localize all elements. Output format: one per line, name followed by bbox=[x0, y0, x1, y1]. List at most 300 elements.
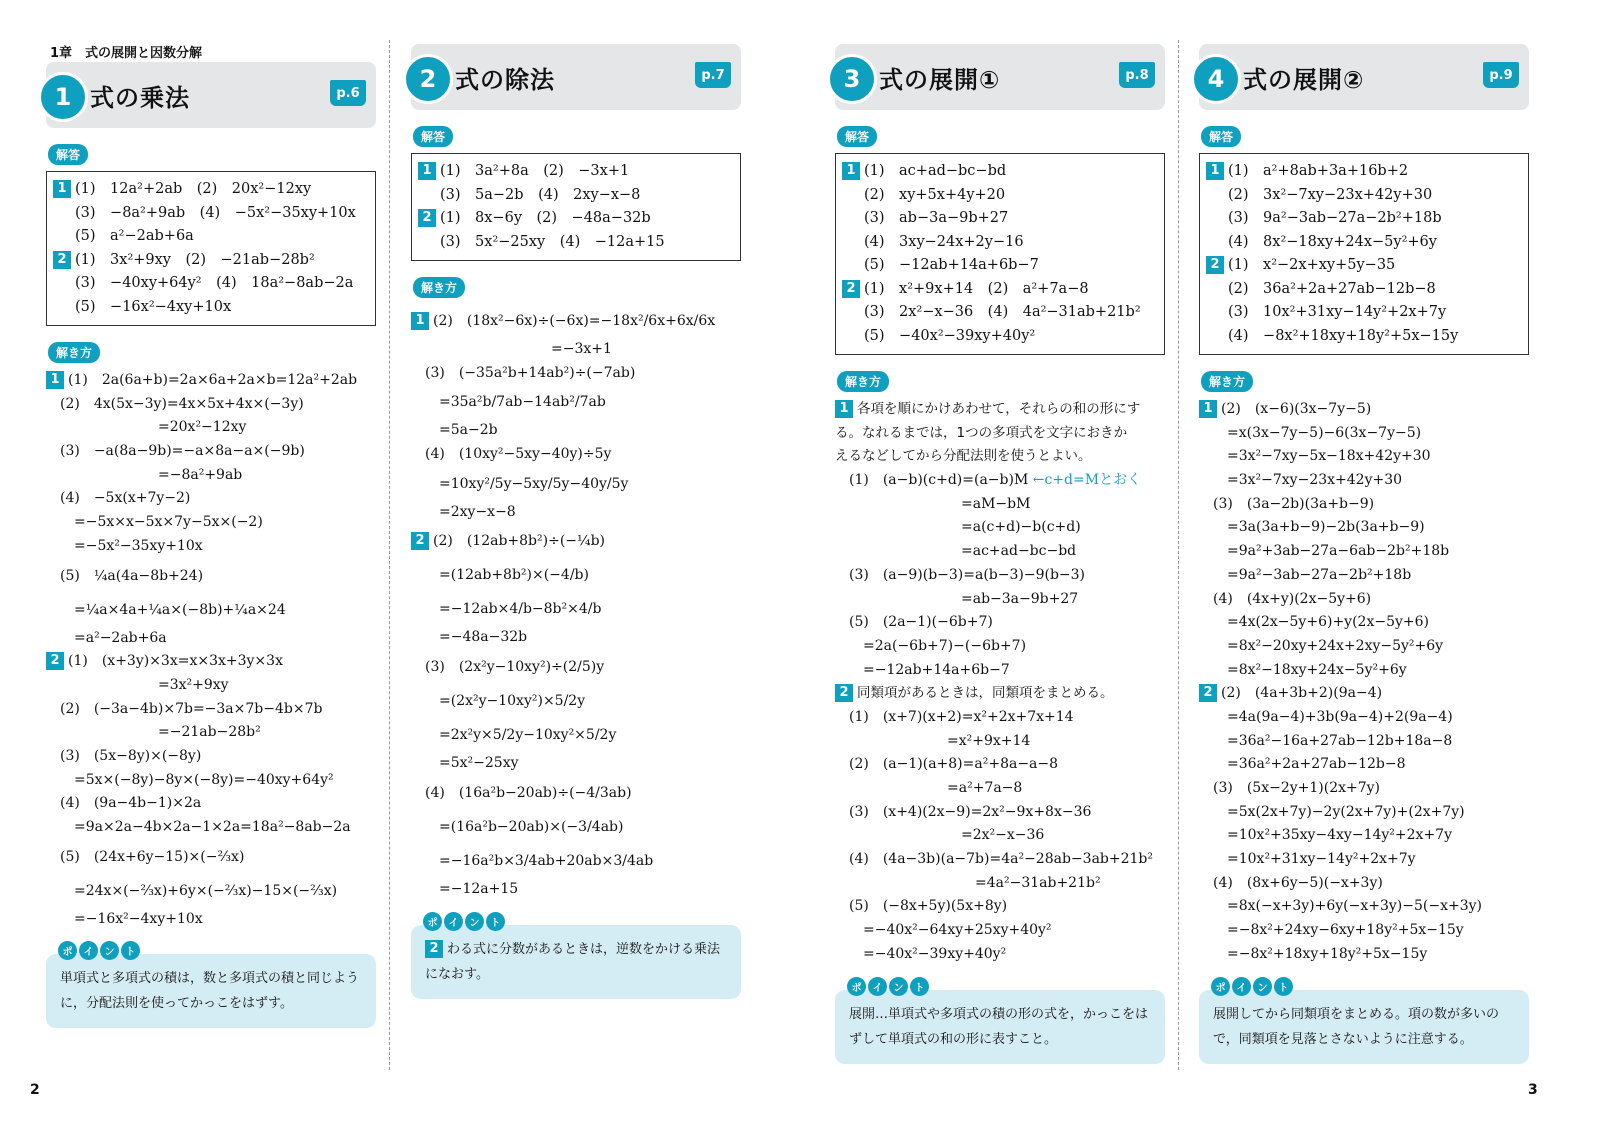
solution-line bbox=[835, 445, 1165, 469]
solution-line bbox=[835, 635, 1165, 659]
problem-number-badge: 1 bbox=[418, 162, 436, 180]
answer-row bbox=[842, 254, 1154, 278]
answer-row bbox=[1206, 184, 1518, 208]
solution-text: =3x²−7xy−5x−18x+42y+30 bbox=[1199, 448, 1431, 465]
answer-text: (2) xy+5x+4y+20 bbox=[864, 186, 1006, 203]
section-header bbox=[46, 62, 376, 128]
point-text: わる式に分数があるときは，逆数をかける乗法になおす。 bbox=[425, 941, 721, 982]
section-4 bbox=[1199, 44, 1529, 1064]
point-box bbox=[46, 954, 376, 1028]
solution-text: (2) (12ab+8b²)÷(−¼b) bbox=[433, 533, 606, 550]
solution-line bbox=[835, 730, 1165, 754]
answer-row bbox=[1206, 207, 1518, 231]
solution-text: =5x(2x+7y)−2y(2x+7y)+(2x+7y) bbox=[1199, 803, 1465, 820]
solution-text: =x(3x−7y−5)−6(3x−7y−5) bbox=[1199, 424, 1422, 441]
solution-line bbox=[835, 493, 1165, 517]
solution-line bbox=[835, 659, 1165, 683]
solution-line bbox=[411, 718, 741, 752]
point-logo-char: ン bbox=[465, 912, 484, 931]
point-logo-char: イ bbox=[444, 912, 463, 931]
solution-text: えるなどしてから分配法則を使うとよい。 bbox=[835, 448, 1092, 465]
solution-text: =−21ab−28b² bbox=[46, 724, 261, 741]
solution-text: =−5x×x−5x×7y−5x×(−2) bbox=[46, 514, 263, 531]
answer-row bbox=[842, 301, 1154, 325]
problem-number-badge: 1 bbox=[842, 162, 860, 180]
solution-text: =−16x²−4xy+10x bbox=[46, 910, 203, 927]
solution-line bbox=[46, 440, 376, 464]
solution-line bbox=[835, 422, 1165, 446]
solution-text: (1) (x+3y)×3x=x×3x+3y×3x bbox=[68, 653, 283, 670]
page-number-right: 3 bbox=[1528, 1082, 1538, 1098]
solution-text: =20x²−12xy bbox=[46, 419, 247, 436]
point-logo-char: イ bbox=[868, 977, 887, 996]
solution-text: (1) 2a(6a+b)=2a×6a+2a×b=12a²+2ab bbox=[68, 372, 358, 388]
answer-row bbox=[1206, 231, 1518, 255]
answer-text: (1) x²−2x+xy+5y−35 bbox=[1228, 257, 1396, 273]
solution-line bbox=[835, 895, 1165, 919]
solution-line bbox=[411, 878, 741, 902]
answer-row bbox=[53, 272, 365, 296]
solution-text: =−8x²+24xy−6xy+18y²+5x−15y bbox=[1199, 922, 1464, 939]
solution-text: =x²+9x+14 bbox=[835, 732, 1031, 749]
solution-line bbox=[46, 511, 376, 535]
answer-label: 解答 bbox=[837, 126, 877, 147]
solution-text: (1) (a−b)(c+d)=(a−b)M bbox=[835, 472, 1029, 489]
answer-row bbox=[842, 184, 1154, 208]
problem-number-badge: 2 bbox=[1199, 684, 1217, 702]
solution-line bbox=[411, 650, 741, 684]
answer-box bbox=[46, 171, 376, 326]
solution-text: =(2x²y−10xy²)×5/2y bbox=[411, 693, 586, 710]
solution-text: =2x²y×5/2y−10xy²×5/2y bbox=[411, 727, 617, 744]
solution-line bbox=[835, 919, 1165, 943]
answer-text: (1) ac+ad−bc−bd bbox=[864, 163, 1007, 179]
answer-row bbox=[53, 225, 365, 249]
solution-line bbox=[1199, 895, 1529, 919]
method-label: 解き方 bbox=[1201, 371, 1253, 392]
point-logo-char: ポ bbox=[58, 941, 77, 960]
answer-row bbox=[418, 184, 730, 208]
solution-text: (4) (16a²b−20ab)÷(−4/3ab) bbox=[411, 784, 632, 801]
answer-text: (1) a²+8ab+3a+16b+2 bbox=[1228, 163, 1409, 179]
solution-text: =ac+ad−bc−bd bbox=[835, 543, 1077, 560]
answer-text: (3) 9a²−3ab−27a−2b²+18b bbox=[1228, 210, 1442, 226]
solution-line bbox=[1199, 919, 1529, 943]
solution-line bbox=[46, 721, 376, 745]
solution-text: =(16a²b−20ab)×(−3/4ab) bbox=[411, 818, 624, 835]
solution-line bbox=[411, 385, 741, 419]
point-logo-char: ポ bbox=[1211, 977, 1230, 996]
solution-line bbox=[46, 464, 376, 488]
solution-line bbox=[411, 752, 741, 776]
point-box bbox=[1199, 990, 1529, 1064]
method-label: 解き方 bbox=[48, 342, 100, 363]
solution-line bbox=[411, 419, 741, 443]
solution-line bbox=[835, 706, 1165, 730]
solution-line bbox=[835, 848, 1165, 872]
solution-text: =−40x²−39xy+40y² bbox=[835, 945, 1007, 962]
solution-line bbox=[835, 398, 1165, 422]
answer-row bbox=[1206, 301, 1518, 325]
solution-line bbox=[46, 769, 376, 793]
answer-text: (4) 3xy−24x+2y−16 bbox=[864, 233, 1024, 250]
section-header bbox=[835, 44, 1165, 110]
solution-text: (3) (5x−8y)×(−8y) bbox=[46, 747, 202, 764]
problem-number-badge: 2 bbox=[418, 209, 436, 227]
solution-text: (2) (−3a−4b)×7b=−3a×7b−4b×7b bbox=[46, 700, 323, 717]
solution-text: =10xy²/5y−5xy/5y−40y/5y bbox=[411, 475, 629, 492]
solution-text: =−3x+1 bbox=[411, 341, 612, 357]
answer-text: (3) −40xy+64y² (4) 18a²−8ab−2a bbox=[75, 275, 354, 291]
section-header bbox=[1199, 44, 1529, 110]
solution-text: =10x²+31xy−14y²+2x+7y bbox=[1199, 851, 1416, 868]
solution-text: (3) (5x−2y+1)(2x+7y) bbox=[1199, 780, 1381, 796]
answer-row bbox=[842, 325, 1154, 349]
problem-number-badge: 1 bbox=[53, 180, 71, 198]
solution-line bbox=[835, 516, 1165, 540]
answer-row bbox=[418, 207, 730, 231]
solution-text: (2) 4x(5x−3y)=4x×5x+4x×(−3y) bbox=[46, 395, 304, 412]
answer-text: (1) x²+9x+14 (2) a²+7a−8 bbox=[864, 280, 1089, 297]
solution-line bbox=[411, 501, 741, 525]
solution-line bbox=[411, 443, 741, 467]
answer-text: (1) 3a²+8a (2) −3x+1 bbox=[440, 163, 630, 179]
solution-text: =2a(−6b+7)−(−6b+7) bbox=[835, 637, 1027, 654]
page-number-left: 2 bbox=[30, 1082, 40, 1098]
solution-line bbox=[1199, 398, 1529, 422]
solution-line bbox=[411, 810, 741, 844]
answer-row bbox=[842, 160, 1154, 184]
point-logo-char: イ bbox=[1232, 977, 1251, 996]
solution-line bbox=[1199, 730, 1529, 754]
solution-text: (5) (24x+6y−15)×(−⅔x) bbox=[46, 848, 245, 865]
solution-text: =−16a²b×3/4ab+20ab×3/4ab bbox=[411, 852, 654, 869]
solution-line bbox=[46, 840, 376, 874]
solution-text: =−8x²+18xy+18y²+5x−15y bbox=[1199, 945, 1428, 962]
solution-text: (2) (4a+3b+2)(9a−4) bbox=[1221, 685, 1383, 702]
solution-line bbox=[411, 776, 741, 810]
solution-text: =3a(3a+b−9)−2b(3a+b−9) bbox=[1199, 519, 1425, 536]
section-number-badge: 3 bbox=[827, 54, 877, 104]
solution-text: =¼a×4a+¼a×(−8b)+¼a×24 bbox=[46, 601, 286, 618]
solution-line bbox=[1199, 943, 1529, 967]
solution-line bbox=[1199, 682, 1529, 706]
solution-line bbox=[46, 816, 376, 840]
problem-number-badge: 1 bbox=[835, 400, 853, 418]
answer-row bbox=[418, 231, 730, 255]
answer-row bbox=[1206, 278, 1518, 302]
solution-line bbox=[411, 558, 741, 592]
solution-line bbox=[411, 684, 741, 718]
solution-text: =8x(−x+3y)+6y(−x+3y)−5(−x+3y) bbox=[1199, 898, 1483, 915]
problem-number-badge: 1 bbox=[411, 312, 429, 330]
answer-row bbox=[53, 249, 365, 273]
solution-text: =3x²−7xy−23x+42y+30 bbox=[1199, 472, 1403, 489]
point-logo-char: ポ bbox=[847, 977, 866, 996]
solution-line bbox=[1199, 445, 1529, 469]
answer-text: (4) −8x²+18xy+18y²+5x−15y bbox=[1228, 327, 1459, 344]
point-box bbox=[411, 925, 741, 999]
chapter-heading: 1章 式の展開と因数分解 bbox=[50, 46, 203, 61]
problem-number-badge: 2 bbox=[411, 532, 429, 550]
answer-box bbox=[411, 153, 741, 261]
page-ref-badge: p.8 bbox=[1119, 62, 1155, 88]
answer-row bbox=[1206, 325, 1518, 349]
solution-line bbox=[46, 874, 376, 908]
solution-line bbox=[46, 559, 376, 593]
solution-line bbox=[46, 745, 376, 769]
solution-steps bbox=[1199, 398, 1529, 967]
solution-line bbox=[835, 943, 1165, 967]
solution-text: =24x×(−⅔x)+6y×(−⅔x)−15×(−⅔x) bbox=[46, 882, 338, 899]
solution-line bbox=[1199, 516, 1529, 540]
solution-text: =−12ab+14a+6b−7 bbox=[835, 661, 1010, 678]
solution-line bbox=[46, 627, 376, 651]
solution-text: =a(c+d)−b(c+d) bbox=[835, 519, 1081, 536]
answer-label: 解答 bbox=[413, 126, 453, 147]
solution-text: =36a²+2a+27ab−12b−8 bbox=[1199, 756, 1406, 773]
point-logo-char: イ bbox=[79, 941, 98, 960]
point-logo-char: ト bbox=[486, 912, 505, 931]
solution-line bbox=[411, 362, 741, 386]
section-title: 式の乗法 bbox=[90, 84, 190, 112]
point-logo-char: ン bbox=[1253, 977, 1272, 996]
solution-line bbox=[835, 540, 1165, 564]
solution-text: =a²+7a−8 bbox=[835, 780, 1023, 796]
solution-text: る。なれるまでは，1つの多項式を文字におきか bbox=[835, 424, 1128, 441]
answer-text: (1) 3x²+9xy (2) −21ab−28b² bbox=[75, 251, 315, 268]
solution-text: (4) (9a−4b−1)×2a bbox=[46, 795, 202, 812]
solution-text: =−48a−32b bbox=[411, 629, 528, 646]
solution-text: (3) (x+4)(2x−9)=2x²−9x+8x−36 bbox=[835, 803, 1092, 820]
solution-text: =−40x²−64xy+25xy+40y² bbox=[835, 922, 1052, 939]
solution-text: =10x²+35xy−4xy−14y²+2x+7y bbox=[1199, 827, 1452, 844]
solution-line bbox=[411, 338, 741, 362]
solution-line bbox=[1199, 801, 1529, 825]
problem-number-badge: 1 bbox=[46, 371, 64, 389]
solution-line bbox=[46, 416, 376, 440]
solution-line bbox=[1199, 493, 1529, 517]
section-title: 式の除法 bbox=[455, 66, 555, 94]
answer-row bbox=[53, 296, 365, 320]
section-title: 式の展開② bbox=[1243, 66, 1365, 94]
solution-line bbox=[1199, 753, 1529, 777]
section-header bbox=[411, 44, 741, 110]
point-logo-char: ト bbox=[121, 941, 140, 960]
solution-text: =35a²b/7ab−14ab²/7ab bbox=[411, 394, 606, 411]
problem-number-badge: 1 bbox=[1206, 162, 1224, 180]
section-number-badge: 1 bbox=[38, 72, 88, 122]
solution-line bbox=[1199, 659, 1529, 683]
answer-text: (3) 10x²+31xy−14y²+2x+7y bbox=[1228, 304, 1447, 320]
answer-label: 解答 bbox=[48, 144, 88, 165]
solution-line bbox=[1199, 706, 1529, 730]
solution-text: =5x×(−8y)−8y×(−8y)=−40xy+64y² bbox=[46, 771, 334, 788]
method-label: 解き方 bbox=[413, 277, 465, 298]
solution-line bbox=[46, 792, 376, 816]
solution-line bbox=[46, 535, 376, 559]
solution-text: =4x(2x−5y+6)+y(2x−5y+6) bbox=[1199, 614, 1429, 631]
solution-text: =9a²+3ab−27a−6ab−2b²+18b bbox=[1199, 543, 1450, 560]
solution-text: =a²−2ab+6a bbox=[46, 629, 167, 646]
section-title: 式の展開① bbox=[879, 66, 1001, 94]
solution-text: (2) (a−1)(a+8)=a²+8a−a−8 bbox=[835, 756, 1059, 773]
problem-number-badge: 2 bbox=[1206, 256, 1224, 274]
solution-text: =−5x²−35xy+10x bbox=[46, 537, 203, 554]
solution-line bbox=[835, 801, 1165, 825]
solution-line bbox=[1199, 588, 1529, 612]
solution-text: (4) (4a−3b)(a−7b)=4a²−28ab−3ab+21b² bbox=[835, 851, 1153, 868]
solution-text: (4) (8x+6y−5)(−x+3y) bbox=[1199, 874, 1383, 891]
solution-line bbox=[46, 393, 376, 417]
answer-text: (5) a²−2ab+6a bbox=[75, 228, 194, 244]
solution-text: =−12ab×4/b−8b²×4/b bbox=[411, 601, 602, 618]
solution-line bbox=[1199, 469, 1529, 493]
section-1 bbox=[46, 62, 376, 1028]
answer-row bbox=[842, 207, 1154, 231]
solution-text: (1) (x+7)(x+2)=x²+2x+7x+14 bbox=[835, 708, 1074, 725]
answer-label: 解答 bbox=[1201, 126, 1241, 147]
solution-line bbox=[1199, 564, 1529, 588]
solution-text: =2x²−x−36 bbox=[835, 827, 1045, 844]
column-divider bbox=[389, 40, 390, 1070]
problem-number-badge: 1 bbox=[1199, 400, 1217, 418]
solution-text: (4) (4x+y)(2x−5y+6) bbox=[1199, 590, 1372, 607]
solution-text: (3) (2x²y−10xy²)÷(2/5)y bbox=[411, 659, 605, 676]
method-label: 解き方 bbox=[837, 371, 889, 392]
solution-line bbox=[46, 369, 376, 393]
page-ref-badge: p.7 bbox=[695, 62, 731, 88]
solution-steps bbox=[411, 304, 741, 902]
solution-line bbox=[411, 844, 741, 878]
answer-row bbox=[1206, 254, 1518, 278]
solution-line bbox=[1199, 611, 1529, 635]
solution-text: =9a×2a−4b×2a−1×2a=18a²−8ab−2a bbox=[46, 819, 351, 835]
solution-text: (3) (3a−2b)(3a+b−9) bbox=[1199, 495, 1375, 512]
problem-number-badge: 2 bbox=[53, 251, 71, 269]
problem-number-badge: 2 bbox=[46, 652, 64, 670]
answer-text: (5) −16x²−4xy+10x bbox=[75, 298, 232, 315]
solution-text: =8x²−18xy+24x−5y²+6y bbox=[1199, 661, 1407, 678]
answer-row bbox=[53, 202, 365, 226]
solution-text: =5a−2b bbox=[411, 422, 498, 439]
solution-text: (2) (x−6)(3x−7y−5) bbox=[1221, 401, 1372, 417]
solution-line bbox=[835, 682, 1165, 706]
solution-text: =(12ab+8b²)×(−4/b) bbox=[411, 567, 589, 584]
solution-line bbox=[46, 487, 376, 511]
solution-text: (4) −5x(x+7y−2) bbox=[46, 490, 191, 507]
solution-line bbox=[835, 469, 1165, 493]
solution-line bbox=[46, 593, 376, 627]
solution-line bbox=[835, 588, 1165, 612]
solution-text: (4) (10xy²−5xy−40y)÷5y bbox=[411, 446, 612, 463]
solution-text: (3) (−35a²b+14ab²)÷(−7ab) bbox=[411, 364, 636, 381]
section-number-badge: 2 bbox=[403, 54, 453, 104]
answer-text: (3) 2x²−x−36 (4) 4a²−31ab+21b² bbox=[864, 304, 1141, 320]
solution-line bbox=[835, 753, 1165, 777]
solution-text: 同類項があるときは，同類項をまとめる。 bbox=[857, 685, 1114, 702]
solution-text: =2xy−x−8 bbox=[411, 503, 516, 520]
answer-text: (3) 5a−2b (4) 2xy−x−8 bbox=[440, 186, 641, 203]
problem-number-badge: 2 bbox=[842, 280, 860, 298]
solution-text: (3) (a−9)(b−3)=a(b−3)−9(b−3) bbox=[835, 566, 1086, 583]
solution-line bbox=[411, 626, 741, 650]
solution-line bbox=[835, 872, 1165, 896]
answer-text: (1) 8x−6y (2) −48a−32b bbox=[440, 210, 651, 226]
solution-text: (3) −a(8a−9b)=−a×8a−a×(−9b) bbox=[46, 443, 305, 460]
column-divider bbox=[1178, 40, 1179, 1070]
solution-steps bbox=[835, 398, 1165, 967]
point-logo-char: ン bbox=[100, 941, 119, 960]
page-ref-badge: p.6 bbox=[330, 80, 366, 106]
answer-text: (3) ab−3a−9b+27 bbox=[864, 210, 1009, 226]
solution-line bbox=[835, 777, 1165, 801]
answer-text: (4) 8x²−18xy+24x−5y²+6y bbox=[1228, 233, 1437, 250]
solution-line bbox=[411, 524, 741, 558]
point-text: 展開…単項式や多項式の積の形の式を，かっこをはずして単項式の和の形に表すこと。 bbox=[849, 1006, 1149, 1047]
solution-line bbox=[1199, 777, 1529, 801]
page-ref-badge: p.9 bbox=[1483, 62, 1519, 88]
solution-line bbox=[1199, 872, 1529, 896]
solution-line bbox=[411, 467, 741, 501]
solution-line bbox=[835, 611, 1165, 635]
solution-text: =−12a+15 bbox=[411, 880, 519, 897]
solution-text: =3x²+9xy bbox=[46, 676, 229, 693]
section-number-badge: 4 bbox=[1191, 54, 1241, 104]
solution-line bbox=[835, 824, 1165, 848]
solution-line bbox=[1199, 824, 1529, 848]
answer-text: (3) −8a²+9ab (4) −5x²−35xy+10x bbox=[75, 204, 356, 221]
solution-line bbox=[46, 650, 376, 674]
answer-row bbox=[418, 160, 730, 184]
point-logo-char: ト bbox=[910, 977, 929, 996]
solution-text: =aM−bM bbox=[835, 495, 1031, 512]
solution-text: (2) (18x²−6x)÷(−6x)=−18x²/6x+6x/6x bbox=[433, 313, 716, 329]
problem-number-badge: 2 bbox=[425, 940, 443, 958]
answer-row bbox=[842, 278, 1154, 302]
answer-text: (2) 36a²+2a+27ab−12b−8 bbox=[1228, 280, 1436, 297]
answer-text: (2) 3x²−7xy−23x+42y+30 bbox=[1228, 186, 1433, 203]
point-logo-char: ン bbox=[889, 977, 908, 996]
solution-line bbox=[1199, 422, 1529, 446]
answer-text: (1) 12a²+2ab (2) 20x²−12xy bbox=[75, 181, 312, 197]
answer-text: (3) 5x²−25xy (4) −12a+15 bbox=[440, 233, 665, 250]
solution-line bbox=[835, 564, 1165, 588]
solution-text: =36a²−16a+27ab−12b+18a−8 bbox=[1199, 732, 1453, 749]
solution-line bbox=[46, 698, 376, 722]
section-3 bbox=[835, 44, 1165, 1064]
solution-line bbox=[411, 592, 741, 626]
point-logo-char: ポ bbox=[423, 912, 442, 931]
solution-line bbox=[411, 304, 741, 338]
solution-line bbox=[46, 674, 376, 698]
solution-text: =4a²−31ab+21b² bbox=[835, 874, 1101, 891]
answer-text: (5) −40x²−39xy+40y² bbox=[864, 327, 1036, 344]
answer-row bbox=[1206, 160, 1518, 184]
solution-text: (5) ¼a(4a−8b+24) bbox=[46, 567, 204, 584]
answer-row bbox=[842, 231, 1154, 255]
point-text: 単項式と多項式の積は，数と多項式の積と同じように，分配法則を使ってかっこをはずす。 bbox=[60, 971, 360, 1012]
solution-text: (5) (−8x+5y)(5x+8y) bbox=[835, 898, 1008, 915]
solution-line bbox=[1199, 635, 1529, 659]
answer-text: (5) −12ab+14a+6b−7 bbox=[864, 257, 1039, 273]
solution-note: ←c+d=Mとおく bbox=[1032, 472, 1142, 489]
answer-row bbox=[53, 178, 365, 202]
solution-text: =5x²−25xy bbox=[411, 755, 519, 772]
answer-box bbox=[1199, 153, 1529, 355]
solution-text: =4a(9a−4)+3b(9a−4)+2(9a−4) bbox=[1199, 708, 1453, 725]
solution-steps bbox=[46, 369, 376, 931]
